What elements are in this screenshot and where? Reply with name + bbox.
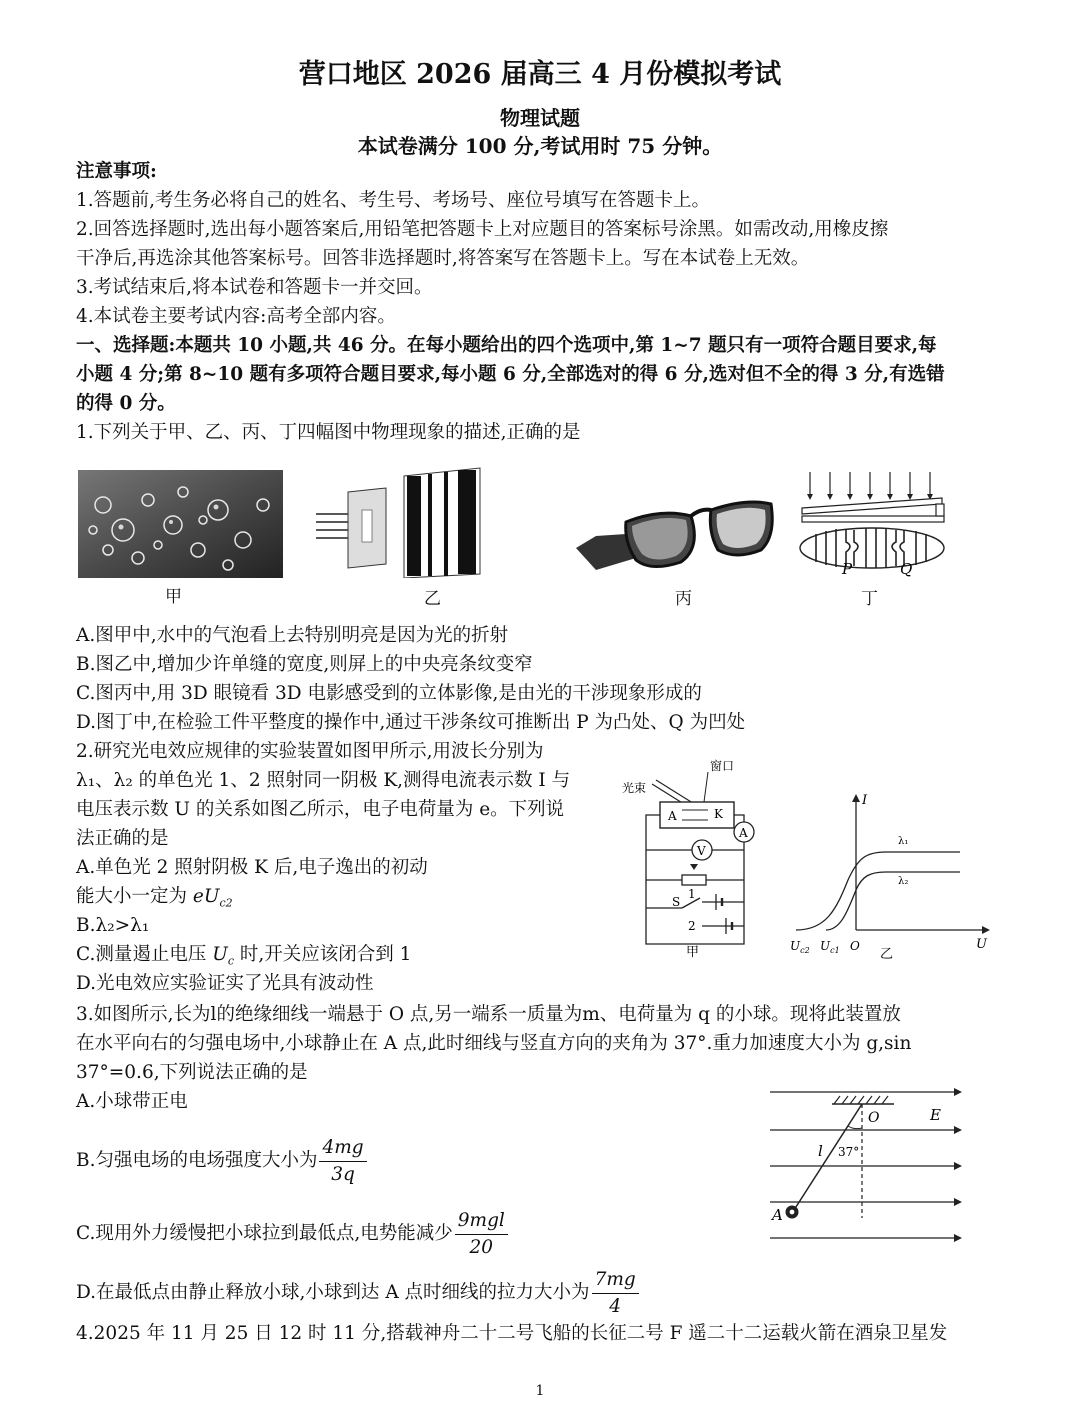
q3-option-d: D.在最低点由静止释放小球,小球到达 A 点时细线的拉力大小为 $\frac{7mg}{4}$ <box>76 1264 639 1322</box>
angle-label: 37° <box>838 1145 860 1159</box>
pendulum-field-figure <box>768 1082 968 1247</box>
section-heading: 的得 0 分。 <box>76 393 176 414</box>
cathode-label: K <box>714 807 723 821</box>
section-heading: 小题 4 分;第 8~10 题有多项符合题目要求,每小题 6 分,全部选对的得 6 分,选对但不全的得 3 分,有选错 <box>76 364 945 385</box>
photoelectric-circuit <box>612 758 762 958</box>
switch-label: S <box>672 895 681 909</box>
q2-option-a: A.单色光 2 照射阴极 K 后,电子逸出的初动 <box>76 857 428 878</box>
q2-option-b: B.λ₂>λ₁ <box>76 915 150 936</box>
fraction: $\frac{\text{9mgl}}{20}$ <box>455 1208 508 1261</box>
q3-stem: 在水平向右的匀强电场中,小球静止在 A 点,此时细线与竖直方向的夹角为 37°.重力加速度大小为 g,sin <box>76 1033 912 1054</box>
caption-yi: 乙 <box>424 589 441 609</box>
point-a-label: A <box>772 1206 783 1224</box>
q3-option-c: C.现用外力缓慢把小球拉到最低点,电势能减少 $\frac{\text{9mgl}}{20}$ <box>76 1205 508 1263</box>
q1-option-b: B.图乙中,增加少许单缝的宽度,则屏上的中央亮条纹变窄 <box>76 654 533 675</box>
voltmeter-label: V <box>697 844 706 858</box>
q1-option-d: D.图丁中,在检验工件平整度的操作中,通过干涉条纹可推断出 P 为凸处、Q 为凹处 <box>76 712 746 733</box>
q2-stem: λ₁、λ₂ 的单色光 1、2 照射同一阴极 K,测得电流表示数 I 与 <box>76 770 571 791</box>
score-line: 本试卷满分 100 分,考试用时 75 分钟。 <box>357 134 723 158</box>
notes-heading: 注意事项: <box>76 161 157 182</box>
exam-subtitle: 物理试题 <box>500 106 580 130</box>
caption-bing: 丙 <box>675 589 692 609</box>
caption-ding: 丁 <box>861 589 878 609</box>
note-item: 干净后,再选涂其他答案标号。回答非选择题时,将答案写在答题卡上。写在本试卷上无效。 <box>76 248 810 269</box>
window-label: 窗口 <box>710 759 735 773</box>
fraction: $\frac{7mg}{4}$ <box>592 1267 639 1320</box>
q2-option-a-cont: 能大小一定为 $eU_{c2}$ <box>76 886 233 910</box>
q3-option-a: A.小球带正电 <box>76 1091 188 1112</box>
uc2-label: $U_{c2}$ <box>790 939 810 955</box>
note-item: 4.本试卷主要考试内容:高考全部内容。 <box>76 306 396 327</box>
graph-caption: 乙 <box>880 947 894 962</box>
q2-option-d: D.光电效应实验证实了光具有波动性 <box>76 973 374 994</box>
q2-stem: 法正确的是 <box>76 828 169 849</box>
lambda1-label: λ₁ <box>898 836 909 847</box>
fraction: $\frac{4mg}{3q}$ <box>319 1135 366 1188</box>
bubbles-photo <box>78 470 283 578</box>
q4-stem: 4.2025 年 11 月 25 日 12 时 11 分,搭载神舟二十二号飞船的长征二号 F 遥二十二运载火箭在酒泉卫星发 <box>76 1323 948 1344</box>
label-p: P <box>842 560 853 578</box>
axis-i-label: I <box>862 793 868 808</box>
exam-title: 营口地区 2026 届高三 4 月份模拟考试 <box>298 59 782 90</box>
lambda2-label: λ₂ <box>898 876 909 887</box>
air-wedge-figure <box>796 468 956 580</box>
uc1-label: $U_{c1}$ <box>820 939 840 955</box>
origin-label: O <box>850 939 860 953</box>
q2-stem: 电压表示数 U 的关系如图乙所示，电子电荷量为 e。下列说 <box>76 799 565 820</box>
length-l-label: l <box>818 1142 823 1160</box>
3d-glasses-figure <box>566 488 781 578</box>
switch-pos-1: 1 <box>688 887 696 901</box>
q1-option-a: A.图甲中,水中的气泡看上去特别明亮是因为光的折射 <box>76 625 509 646</box>
single-slit-figure <box>312 466 527 578</box>
q1-stem: 1.下列关于甲、乙、丙、丁四幅图中物理现象的描述,正确的是 <box>76 422 581 443</box>
circuit-caption: 甲 <box>686 945 700 958</box>
caption-jia: 甲 <box>165 587 182 607</box>
q2-option-c: C.测量遏止电压 $U_c$ 时,开关应该闭合到 1 <box>76 944 412 968</box>
q3-stem: 3.如图所示,长为l的绝缘细线一端悬于 O 点,另一端系一质量为m、电荷量为 q 的小球。现将此装置放 <box>76 1004 901 1025</box>
beam-label: 光束 <box>622 781 647 795</box>
section-heading: 一、选择题:本题共 10 小题,共 46 分。在每小题给出的四个选项中,第 1~7 题只有一项符合题目要求,每 <box>76 335 937 356</box>
iu-graph <box>786 790 990 966</box>
q2-stem: 2.研究光电效应规律的实验装置如图甲所示,用波长分别为 <box>76 741 544 762</box>
anode-label: A <box>668 809 677 823</box>
q1-option-c: C.图丙中,用 3D 眼镜看 3D 电影感受到的立体影像,是由光的干涉现象形成的 <box>76 683 702 704</box>
label-q: Q <box>900 560 913 578</box>
note-item: 1.答题前,考生务必将自己的姓名、考生号、考场号、座位号填写在答题卡上。 <box>76 190 711 211</box>
axis-u-label: U <box>976 937 987 952</box>
note-item: 2.回答选择题时,选出每小题答案后,用铅笔把答题卡上对应题目的答案标号涂黑。如需改动,用橡皮擦 <box>76 219 889 240</box>
q3-stem: 37°=0.6,下列说法正确的是 <box>76 1062 308 1083</box>
q3-option-b: B.匀强电场的电场强度大小为 $\frac{4mg}{3q}$ <box>76 1132 367 1190</box>
page-number: 1 <box>535 1383 545 1399</box>
switch-pos-2: 2 <box>688 919 696 933</box>
point-o-label: O <box>868 1110 880 1126</box>
ammeter-label: A <box>739 826 748 840</box>
note-item: 3.考试结束后,将本试卷和答题卡一并交回。 <box>76 277 433 298</box>
field-e-label: E <box>930 1106 941 1124</box>
